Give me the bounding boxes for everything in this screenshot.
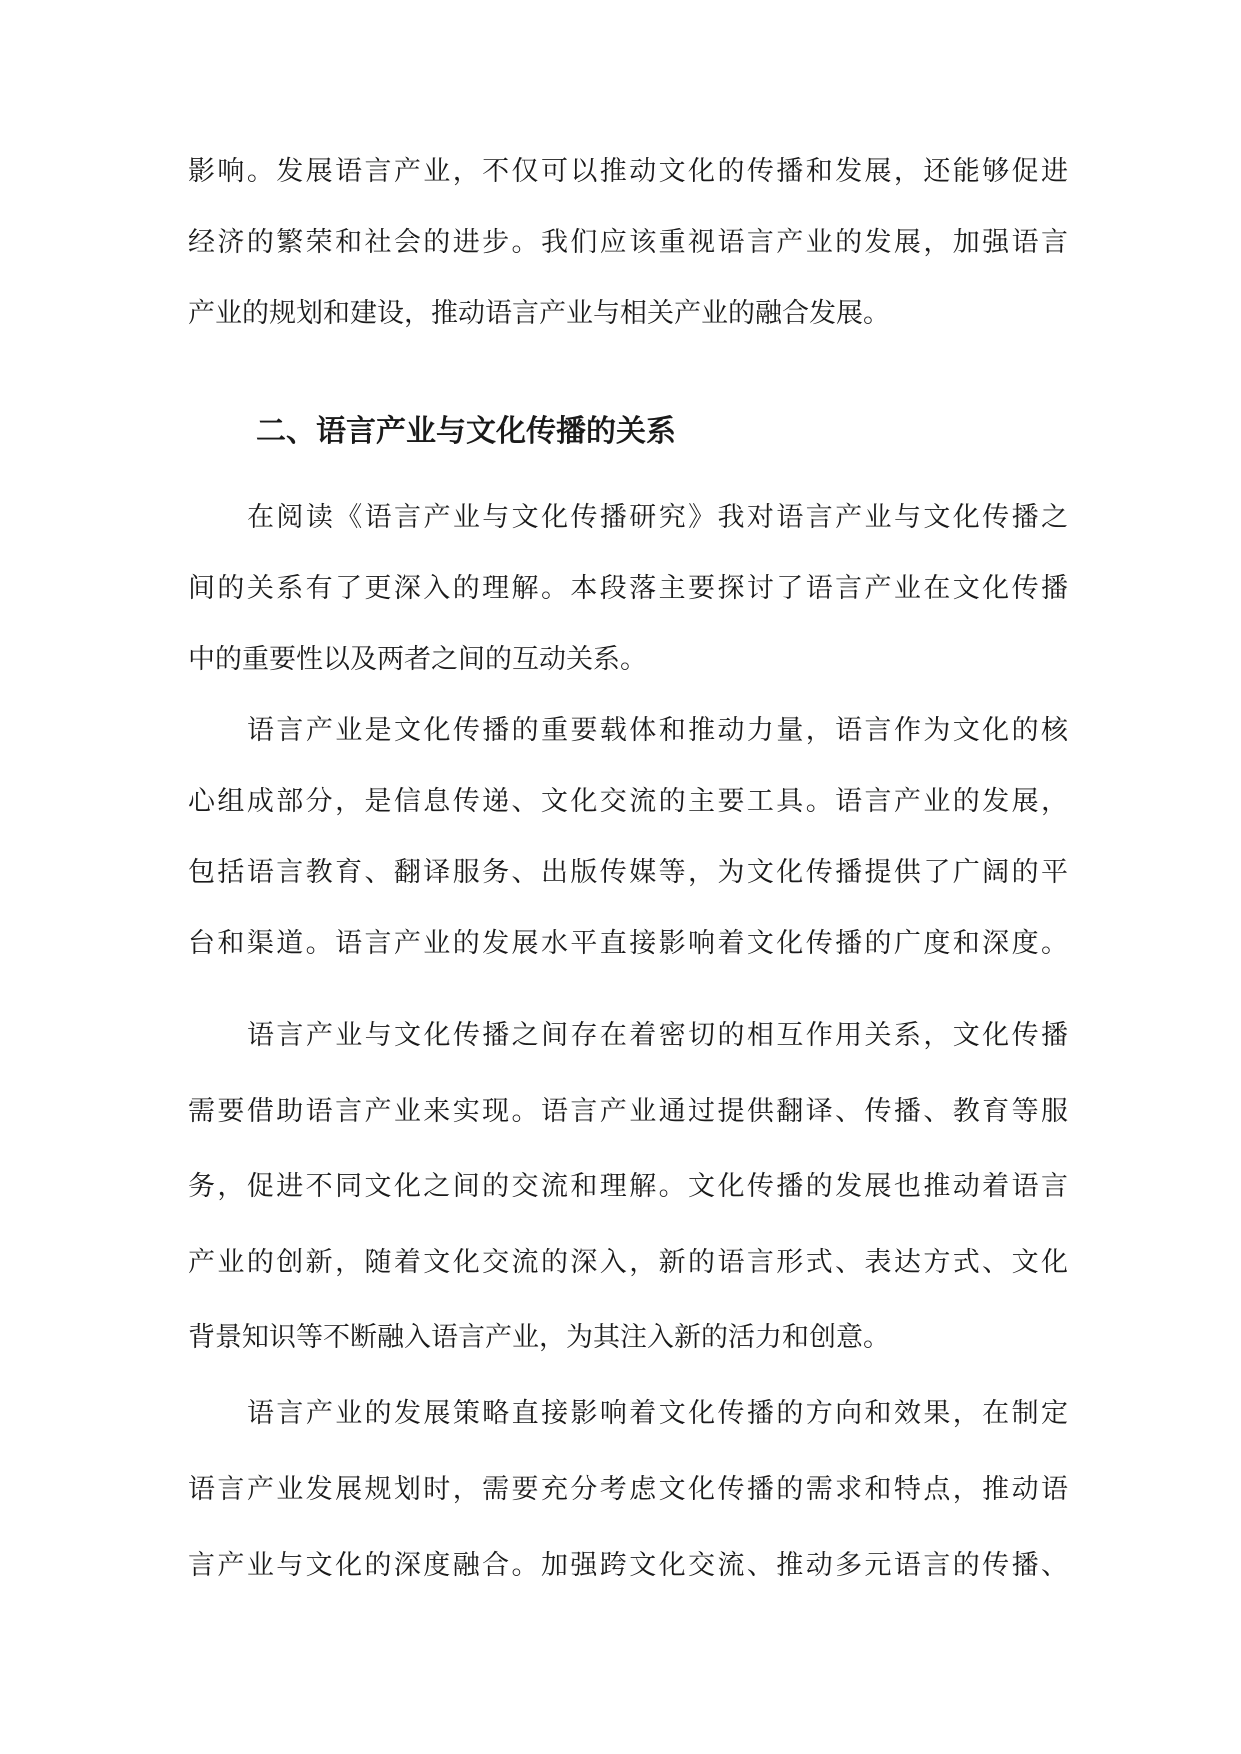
paragraph-4-line-3: 言产业与文化的深度融合。加强跨文化交流、推动多元语言的传播、 [188,1550,1068,1581]
intro-line-2: 经济的繁荣和社会的进步。我们应该重视语言产业的发展，加强语言 [188,227,1068,258]
paragraph-3-line-4: 产业的创新，随着文化交流的深入，新的语言形式、表达方式、文化 [188,1247,1068,1278]
paragraph-3-line-2: 需要借助语言产业来实现。语言产业通过提供翻译、传播、教育等服 [188,1096,1068,1127]
paragraph-1-line-3: 中的重要性以及两者之间的互动关系。 [188,644,647,675]
paragraph-1-line-1: 在阅读《语言产业与文化传播研究》我对语言产业与文化传播之 [247,502,1068,533]
paragraph-3-line-3: 务，促进不同文化之间的交流和理解。文化传播的发展也推动着语言 [188,1171,1068,1202]
paragraph-2-line-1: 语言产业是文化传播的重要载体和推动力量，语言作为文化的核 [247,715,1068,746]
section-heading: 二、语言产业与文化传播的关系 [256,414,676,449]
paragraph-3-line-1: 语言产业与文化传播之间存在着密切的相互作用关系，文化传播 [247,1020,1068,1051]
intro-line-1: 影响。发展语言产业，不仅可以推动文化的传播和发展，还能够促进 [188,156,1068,187]
paragraph-3-line-5: 背景知识等不断融入语言产业，为其注入新的活力和创意。 [188,1322,890,1353]
paragraph-4-line-1: 语言产业的发展策略直接影响着文化传播的方向和效果，在制定 [247,1398,1068,1429]
paragraph-2-line-2: 心组成部分，是信息传递、文化交流的主要工具。语言产业的发展， [188,786,1068,817]
paragraph-2-line-3: 包括语言教育、翻译服务、出版传媒等，为文化传播提供了广阔的平 [188,857,1068,888]
intro-line-3: 产业的规划和建设，推动语言产业与相关产业的融合发展。 [188,298,890,329]
paragraph-2-line-4: 台和渠道。语言产业的发展水平直接影响着文化传播的广度和深度。 [188,928,1068,959]
paragraph-1-line-2: 间的关系有了更深入的理解。本段落主要探讨了语言产业在文化传播 [188,573,1068,604]
paragraph-4-line-2: 语言产业发展规划时，需要充分考虑文化传播的需求和特点，推动语 [188,1474,1068,1505]
